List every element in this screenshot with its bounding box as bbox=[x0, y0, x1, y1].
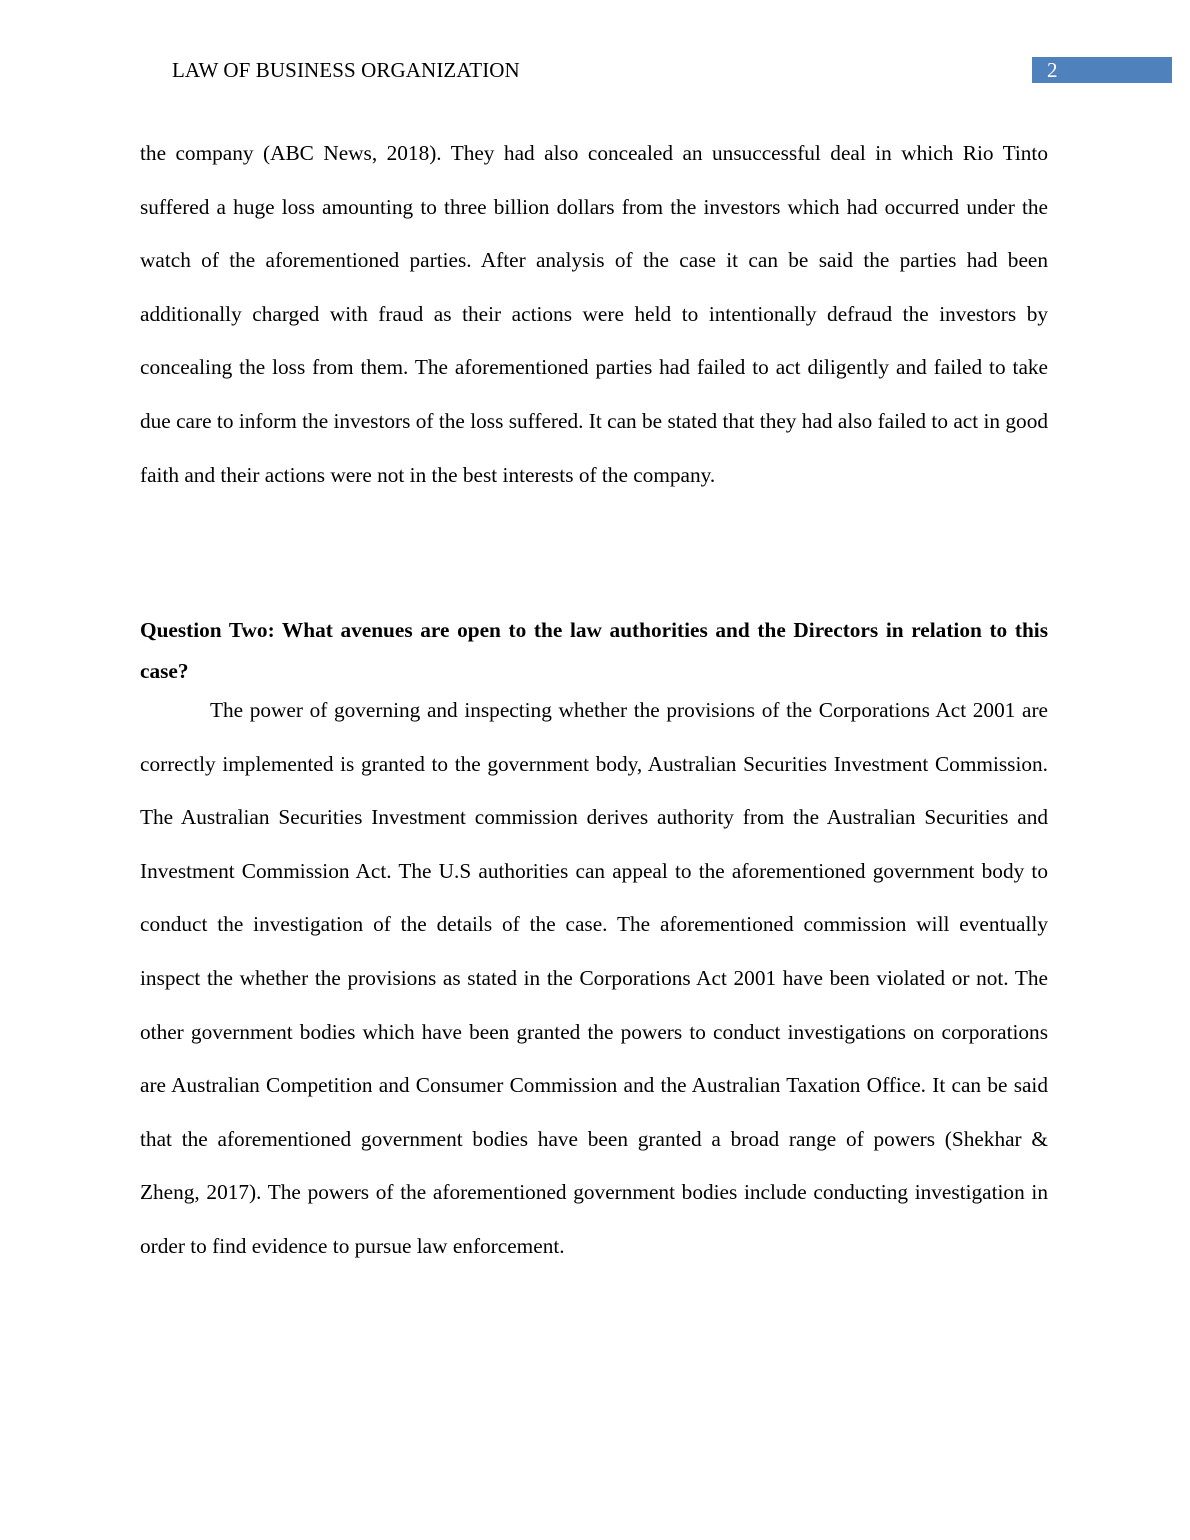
running-head: LAW OF BUSINESS ORGANIZATION bbox=[172, 58, 520, 82]
body-paragraph-2: The power of governing and inspecting whether the provisions of the Corporations Act 2001 are correctly implemented is granted to the government body, Australian Securities Investment Commission. The Australian Securities Investment commission derives authority from the Australian Securities and Investment Commission Act. The U.S authorities can appeal to the aforementioned government body to conduct the investigation of the details of the case. The aforementioned commission will eventually inspect the whether the provisions as stated in the Corporations Act 2001 have been violated or not. The other government bodies which have been granted the powers to conduct investigations on corporations are Australian Competition and Consumer Commission and the Australian Taxation Office. It can be said that the aforementioned government bodies have been granted a broad range of powers (Shekhar & Zheng, 2017). The powers of the aforementioned government bodies include conducting investigation in order to find evidence to pursue law enforcement. bbox=[140, 698, 1048, 1258]
question-heading: Question Two: What avenues are open to the law authorities and the Directors in relation to this case? bbox=[140, 618, 1048, 683]
page-number: 2 bbox=[1047, 58, 1058, 82]
body-paragraph-1: the company (ABC News, 2018). They had also concealed an unsuccessful deal in which Rio Tinto suffered a huge loss amounting to three billion dollars from the investors which had occurred under the watch of the aforementioned parties. After analysis of the case it can be said the parties had been additionally charged with fraud as their actions were held to intentionally defraud the investors by concealing the loss from them. The aforementioned parties had failed to act diligently and failed to take due care to inform the investors of the loss suffered. It can be stated that they had also failed to act in good faith and their actions were not in the best interests of the company. bbox=[140, 141, 1048, 487]
page-number-badge bbox=[1032, 57, 1172, 83]
